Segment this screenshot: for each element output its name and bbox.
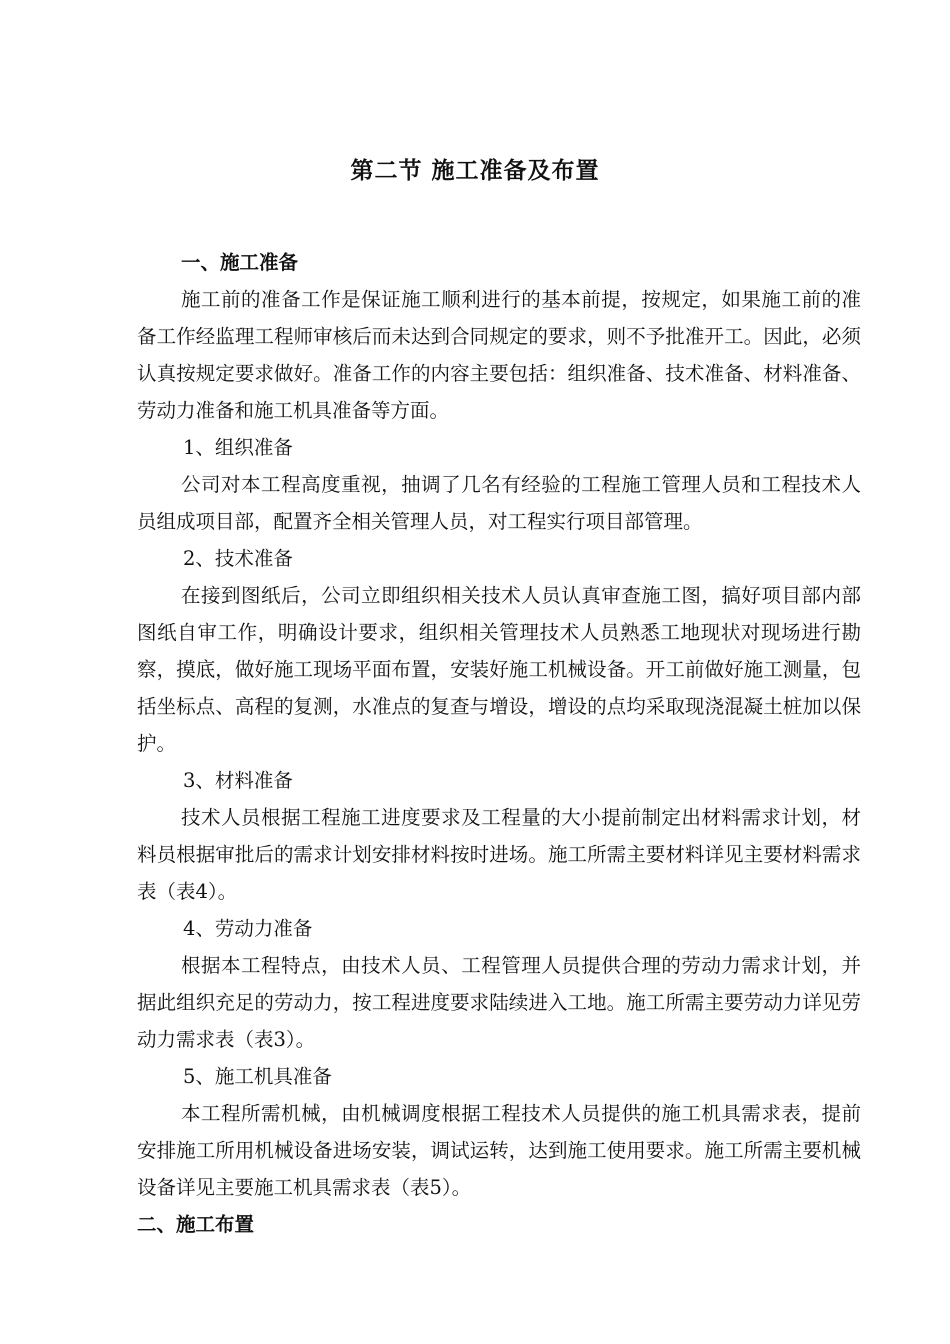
subsection-paragraph-technical: 在接到图纸后，公司立即组织相关技术人员认真审查施工图，搞好项目部内部图纸自审工作，明确设计要求，组织相关管理技术人员熟悉工地现状对现场进行勘察，摸底，做好施工现场平面布置，安装好施工机械设备。开工前做好施工测量，包括坐标点、高程的复测，水准点的复查与增设，增设的点均采取现浇混凝土桩加以保护。: [137, 584, 861, 755]
subsection-heading-labor: 4、劳动力准备: [183, 917, 313, 940]
subsection-heading-materials: 3、材料准备: [183, 769, 293, 792]
page-title: 第二节 施工准备及布置: [350, 157, 600, 184]
section-heading-preparation: 一、施工准备: [181, 251, 299, 274]
document-body: [137, 244, 861, 1243]
subsection-heading-machinery: 5、施工机具准备: [183, 1065, 332, 1088]
subsection-heading-technical: 2、技术准备: [183, 547, 293, 570]
section-heading-layout: 二、施工布置: [137, 1213, 255, 1236]
subsection-paragraph-organization: 公司对本工程高度重视，抽调了几名有经验的工程施工管理人员和工程技术人员组成项目部，配置齐全相关管理人员，对工程实行项目部管理。: [137, 473, 861, 533]
subsection-paragraph-labor: 根据本工程特点，由技术人员、工程管理人员提供合理的劳动力需求计划，并据此组织充足的劳动力，按工程进度要求陆续进入工地。施工所需主要劳动力详见劳动力需求表（表3）。: [137, 954, 861, 1051]
section-intro-paragraph: 施工前的准备工作是保证施工顺利进行的基本前提，按规定，如果施工前的准备工作经监理工程师审核后而未达到合同规定的要求，则不予批准开工。因此，必须认真按规定要求做好。准备工作的内容主要包括：组织准备、技术准备、材料准备、劳动力准备和施工机具准备等方面。: [137, 288, 861, 422]
subsection-paragraph-machinery: 本工程所需机械，由机械调度根据工程技术人员提供的施工机具需求表，提前安排施工所用机械设备进场安装，调试运转，达到施工使用要求。施工所需主要机械设备详见主要施工机具需求表（表5）。: [137, 1102, 861, 1199]
subsection-heading-organization: 1、组织准备: [183, 436, 293, 459]
subsection-paragraph-materials: 技术人员根据工程施工进度要求及工程量的大小提前制定出材料需求计划，材料员根据审批后的需求计划安排材料按时进场。施工所需主要材料详见主要材料需求表（表4）。: [137, 806, 861, 903]
